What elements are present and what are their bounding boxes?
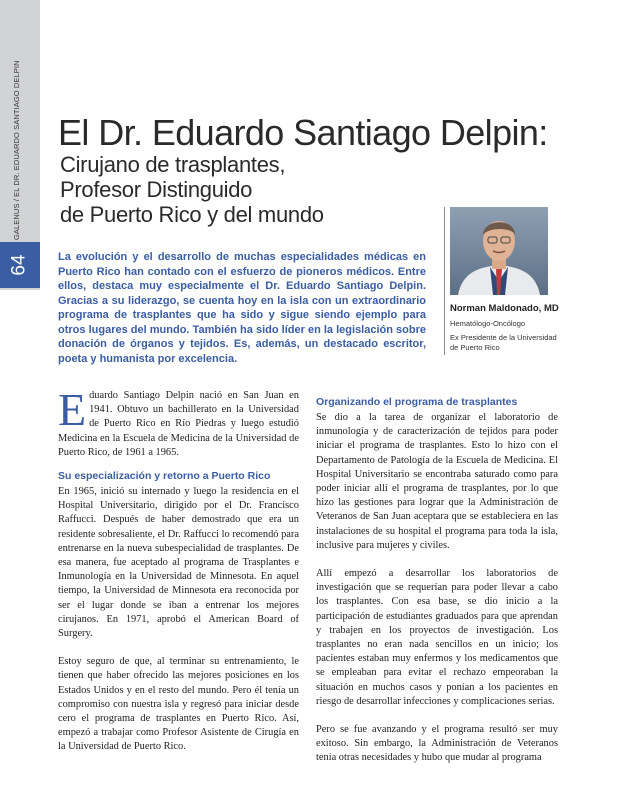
body-paragraph: Allí empezó a desarrollar los laboratorios de investigación que se requerían para poder llevar a cabo los trasplantes. Con esa base, se dio inicio a la participación de estudiantes graduados para que aprendan y trabajen en los proyectos de investigación. Los trasplantes no eran nada sencillos en un inicio; los pacientes estaban muy enfermos y los medicamentos que se empleaban para evitar el rechazo empeoraban la situación en muchos casos y ponían a los pacientes en riesgo de desarrollar infecciones y complicaciones serias. <box>316 568 558 707</box>
paragraph-text: duardo Santiago Delpin nació en San Juan en 1941. Obtuvo un bachillerato en la Universidad de Puerto Rico en Río Piedras y luego estudió Medicina en la Escuela de Medicina de la Universidad de Puerto Rico, de 1961 a 1965. <box>58 390 299 458</box>
author-note: Ex Presidente de la Universidad de Puerto Rico <box>450 333 557 352</box>
drop-cap: E <box>58 384 87 435</box>
portrait-image <box>450 207 548 295</box>
body-paragraph: En 1965, inició su internado y luego la residencia en el Hospital Universitario, dirigido por el Dr. Francisco Raffucci. Después de haber demostrado que era un residente sobresaliente, el Dr. Raffucci lo recomendó para entrenarse en la nueva subespecialidad de trasplantes. De esa manera, fue aceptado al programa de Trasplantes e Inmunología en la Universidad de Minnesota. En aquel tiempo, la Universidad de Minnesota era reconocida por ser el lugar donde se iban a entrenar los mejores cirujanos. En 1971, aprobó el American Board of Surgery. <box>58 486 299 640</box>
article-title: El Dr. Eduardo Santiago Delpin: <box>58 112 548 153</box>
body-paragraph: Se dio a la tarea de organizar el laboratorio de inmunología y de caracterización de tejidos para poder iniciar el programa de trasplantes. Esto lo hizo con el Departamento de Patología de la Escuela de Medicina. El Hospital Universitario se encontraba saturado como para poder iniciar allí el programa de trasplantes, por lo que hizo las gestiones para lograr que la Administración de Veteranos de San Juan aceptara que se estableciera en las instalaciones de su hospital el programa para toda la isla, inclusive para mujeres y civiles. <box>316 412 558 551</box>
subtitle-line: Profesor Distinguido <box>60 177 253 202</box>
sidebar <box>0 0 40 290</box>
section-heading: Su especialización y retorno a Puerto Rico <box>58 470 271 483</box>
right-column <box>316 396 558 766</box>
subtitle-line: de Puerto Rico y del mundo <box>60 202 324 227</box>
left-column <box>58 384 299 755</box>
running-head: GALENUS / EL DR. EDUARDO SANTIAGO DELPIN <box>12 60 21 240</box>
page-number-text: 64 <box>8 254 30 276</box>
author-divider <box>444 207 445 355</box>
article-subtitle <box>60 152 324 227</box>
body-paragraph: Pero se fue avanzando y el programa resultó ser muy exitoso. Sin embargo, la Administración de Veteranos tenía otras necesidades y hubo que mudar al programa <box>316 724 558 764</box>
author-photo <box>450 207 548 295</box>
author-name: Norman Maldonado, MD <box>450 303 559 314</box>
author-role: Hematólogo-Oncólogo <box>450 319 526 328</box>
subtitle-line: Cirujano de trasplantes, <box>60 152 286 177</box>
body-paragraph: Estoy seguro de que, al terminar su entrenamiento, le tienen que haber ofrecido las mejores posiciones en los Estados Unidos y en el resto del mundo. Pero él tenía un compromiso con nuestra isla y regresó para iniciar desde cero el programa de trasplantes en Puerto Rico. Así, empezó a trabajar como Profesor Asistente de Cirugía en la Universidad de Puerto Rico. <box>58 656 299 753</box>
body-paragraph <box>58 384 299 460</box>
page-number <box>0 242 40 288</box>
section-heading: Organizando el programa de trasplantes <box>316 396 518 408</box>
intro-paragraph: La evolución y el desarrollo de muchas especialidades médicas en Puerto Rico han contado con el esfuerzo de pioneros médicos. Entre ellos, destaca muy especialmente el Dr. Eduardo Santiago Delpin. Gracias a su liderazgo, se cuenta hoy en la isla con un extraordinario programa de trasplantes que ha sido y sigue siendo ejemplo para otros lugares del mundo. También ha sido líder en la legislación sobre donación de órganos y tejidos. Es, además, un destacado escritor, poeta y humanista por excelencia. <box>58 251 426 365</box>
